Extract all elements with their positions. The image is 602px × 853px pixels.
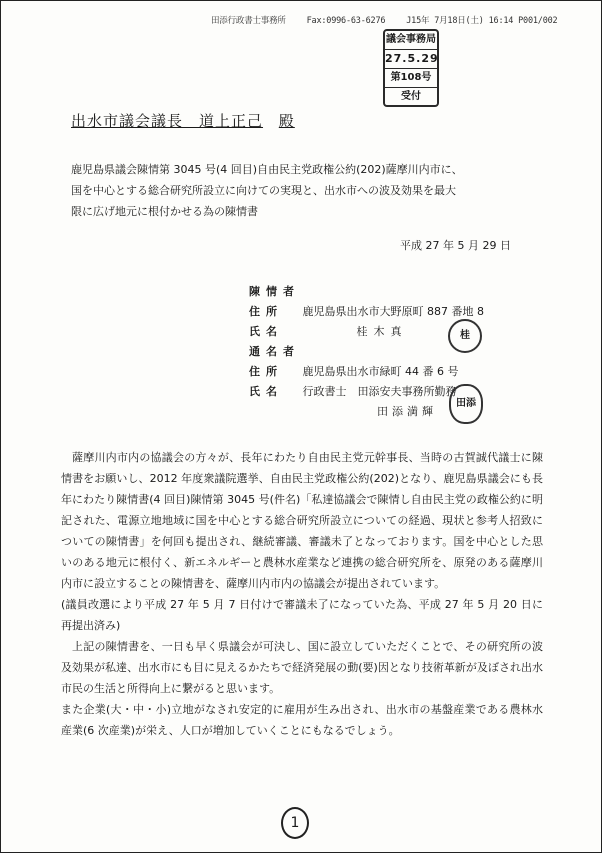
fax-number: Fax:0996-63-6276 xyxy=(306,16,386,26)
petitioner-info xyxy=(249,282,539,422)
petition-body xyxy=(61,447,543,741)
petitioner-name-row xyxy=(249,322,539,342)
fax-timestamp: J15年 7月18日(土) 16:14 P001/002 xyxy=(406,16,558,26)
subject-line: 鹿児島県議会陳情第 3045 号(4 回目)自由民主党政権公約(202)薩摩川内市に、 xyxy=(71,163,463,176)
addressee-honorific: 殿 xyxy=(278,112,295,130)
subject-line: 国を中心とする総合研究所設立に向けての実現と、出水市への波及効果を最大 xyxy=(71,184,456,197)
agent-label: 通名者 xyxy=(249,345,300,358)
petitioner-address: 鹿児島県出水市大野原町 887 番地 8 xyxy=(302,305,484,318)
page-number: 1 xyxy=(281,807,309,839)
petitioner-section xyxy=(249,282,539,302)
agent-name-row-2 xyxy=(249,402,539,422)
stamp-number: 第108号 xyxy=(385,69,437,88)
address-label: 住所 xyxy=(249,305,283,318)
stamp-office: 議会事務局 xyxy=(385,31,437,50)
fax-header xyxy=(211,14,558,26)
body-paragraph: 薩摩川内市内の協議会の方々が、長年にわたり自由民主党元幹事長、当時の古賀誠代議士に陳情書をお願いし、2012 年度衆議院選挙、自由民主党政権公約(202)となり、鹿児島県議会にも長年にわたり陳情書(4 回目)陳情第 3045 号(件名)「私達協議会で陳情し自由民主党の政権公約に明記された、電源立地地域に国を中心とする総合研究所設立についての経過、現状と参考人招致についての陳情書」を何回も提出され、継続審議、審議未了となっております。国を中心とした思いのある地元に根付く、新エネルギーと農林水産業など連携の総合研究所を、原発のある薩摩川内市に設立することの陳情書を、薩摩川内市内の協議会が提出されています。 xyxy=(61,451,543,590)
agent-section xyxy=(249,342,539,362)
petition-subject xyxy=(71,159,531,222)
fax-sender: 田添行政書士事務所 xyxy=(211,16,286,26)
subject-line: 限に広げ地元に根付かせる為の陳情書 xyxy=(71,205,258,218)
agent-name-row xyxy=(249,382,539,402)
petitioner-address-row xyxy=(249,302,539,322)
agent-seal: 田添 xyxy=(449,384,483,424)
petitioner-label: 陳情者 xyxy=(249,285,300,298)
stamp-date: 27.5.29 xyxy=(385,50,437,69)
addressee-title: 出水市議会議長 道上正己 xyxy=(71,112,264,130)
address-label: 住所 xyxy=(249,365,283,378)
addressee xyxy=(71,110,295,131)
stamp-status: 受付 xyxy=(401,91,421,102)
agent-name: 田添満輝 xyxy=(377,405,437,418)
agent-name-line1: 行政書士 田添安夫事務所勤務 xyxy=(302,385,457,398)
document-date: 平成 27 年 5 月 29 日 xyxy=(400,239,511,252)
agent-address: 鹿児島県出水市緑町 44 番 6 号 xyxy=(302,365,459,378)
petitioner-name: 桂木真 xyxy=(356,325,408,338)
name-label: 氏名 xyxy=(249,385,283,398)
agent-address-row xyxy=(249,362,539,382)
name-label: 氏名 xyxy=(249,325,283,338)
body-paragraph: また企業(大・中・小)立地がなされ安定的に雇用が生み出され、出水市の基盤産業である農林水産業(6 次産業)が栄え、人口が増加していくことにもなるでしょう。 xyxy=(61,703,543,737)
petitioner-seal: 桂 xyxy=(448,319,482,353)
body-paragraph: 上記の陳情書を、一日も早く県議会が可決し、国に設立していただくことで、その研究所の波及効果が私達、出水市にも目に見えるかたちで経済発展の動(要)因となり技術革新が及ぼされ出水市民の生活と所得向上に繋がると思います。 xyxy=(61,640,543,695)
body-paragraph: (議員改選により平成 27 年 5 月 7 日付けで審議未了になっていた為、平成 27 年 5 月 20 日に再提出済み) xyxy=(61,598,543,632)
reception-stamp xyxy=(383,29,439,107)
